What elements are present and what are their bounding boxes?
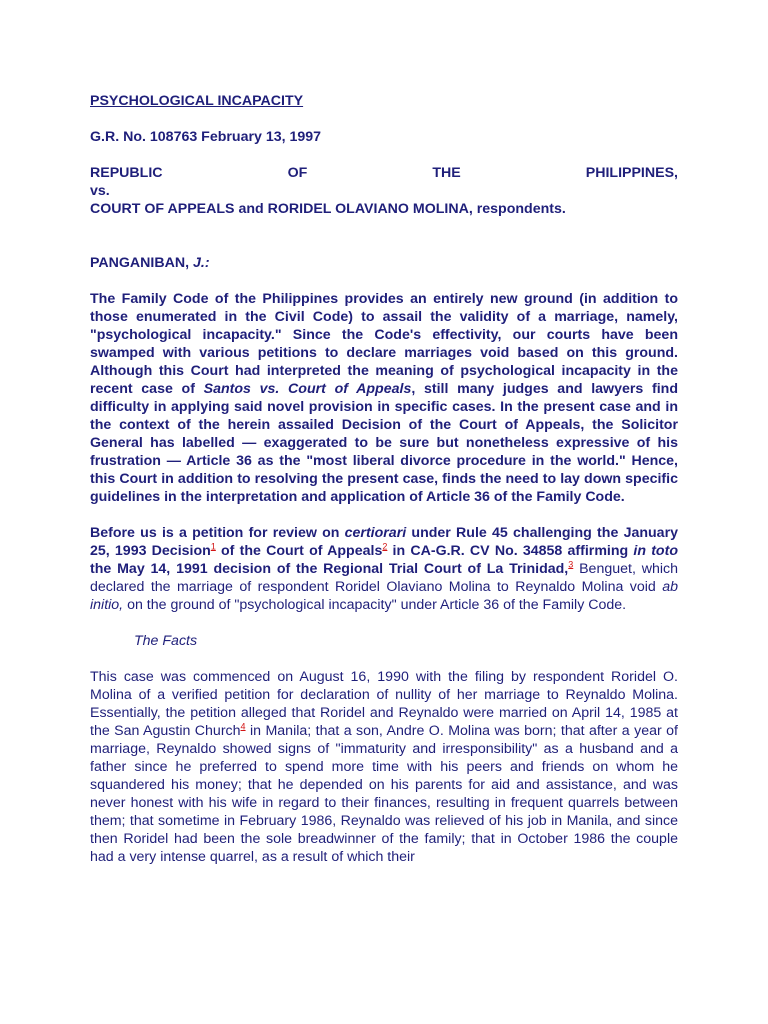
text-run: Before us is a petition for review on xyxy=(90,525,345,541)
respondents-line: COURT OF APPEALS and RORIDEL OLAVIANO MOLINA, respondents. xyxy=(90,201,566,217)
paragraph-facts xyxy=(90,668,678,866)
text-run: , still many judges and lawyers find difficulty in applying said novel provision in specific cases. In the present case and in the context of the herein assailed Decision of the Court of Appeals, the Solicitor General has labelled — exaggerated to be sure but nonetheless expressive of his frustration — Article 36 as the "most liberal divorce procedure in the world." Hence, this Court in addition to resolving the present case, finds the need to lay down specific guidelines in the interpretation and application of Article 36 of the Family Code. xyxy=(90,381,678,505)
paragraph-petition xyxy=(90,524,678,614)
gr-number: G.R. No. 108763 February 13, 1997 xyxy=(90,129,322,145)
paragraph-intro xyxy=(90,290,678,506)
footnote-link-4[interactable]: 4 xyxy=(240,721,246,732)
footnote-link-1[interactable]: 1 xyxy=(210,541,216,552)
petitioner-word: OF xyxy=(287,165,308,181)
section-heading-facts: The Facts xyxy=(134,633,198,649)
ponente-name: PANGANIBAN, xyxy=(90,255,190,271)
text-run: Benguet, which declared the marriage of respondent Roridel Olaviano Molina to Reynaldo Molina void xyxy=(90,561,678,595)
document-title: PSYCHOLOGICAL INCAPACITY xyxy=(90,93,304,109)
versus: vs. xyxy=(90,183,110,199)
ponente xyxy=(90,254,678,272)
latin-term: ab initio, xyxy=(90,579,678,613)
footnote-link-3[interactable]: 3 xyxy=(568,559,574,570)
footnote-link-2[interactable]: 2 xyxy=(382,541,388,552)
text-run: This case was commenced on August 16, 1990 with the filing by respondent Roridel O. Molina of a verified petition for declaration of nullity of her marriage to Reynaldo Molina. Essentially, the petition alleged that Roridel and Reynaldo were married on April 14, 1985 at the San Agustin Church xyxy=(90,669,678,739)
text-run: the May 14, 1991 decision of the Regional Trial Court of La Trinidad, xyxy=(90,561,569,577)
text-run: on the ground of "psychological incapacity" under Article 36 of the Family Code. xyxy=(123,597,627,613)
text-run: The Family Code of the Philippines provides an entirely new ground (in addition to those enumerated in the Civil Code) to assail the validity of a marriage, namely, "psychological incapacity." Since the Code's effectivity, our courts have been swamped with various petitions to declare marriages void based on this ground. Although this Court had interpreted the meaning of psychological incapacity in the recent case of xyxy=(90,291,678,397)
case-citation: Santos vs. Court of Appeals xyxy=(203,381,412,397)
petitioner-word: REPUBLIC xyxy=(90,165,163,181)
text-run: in Manila; that a son, Andre O. Molina was born; that after a year of marriage, Reynaldo showed signs of "immaturity and irresponsibility" as a husband and a father since he preferred to spend more time with his peers and friends on whom he squandered his money; that he depended on his parents for aid and assistance, and was never honest with his wife in regard to their finances, resulting in frequent quarrels between them; that sometime in February 1986, Reynaldo was relieved of his job in Manila, and since then Roridel had been the sole breadwinner of the family; that in October 1986 the couple had a very intense quarrel, as a result of which their xyxy=(90,723,678,865)
ponente-suffix: J.: xyxy=(193,255,210,271)
text-run: under Rule 45 challenging the January 25, 1993 Decision xyxy=(90,525,678,559)
text-run: in CA-G.R. CV No. 34858 affirming xyxy=(387,543,634,559)
case-parties xyxy=(90,164,678,218)
latin-term: certiorari xyxy=(344,525,407,541)
document-page xyxy=(90,92,678,884)
petitioner-word: PHILIPPINES, xyxy=(585,165,678,181)
petitioner-word: THE xyxy=(432,165,461,181)
text-run: of the Court of Appeals xyxy=(215,543,383,559)
petitioner-line xyxy=(90,164,678,182)
latin-term: in toto xyxy=(633,543,678,559)
